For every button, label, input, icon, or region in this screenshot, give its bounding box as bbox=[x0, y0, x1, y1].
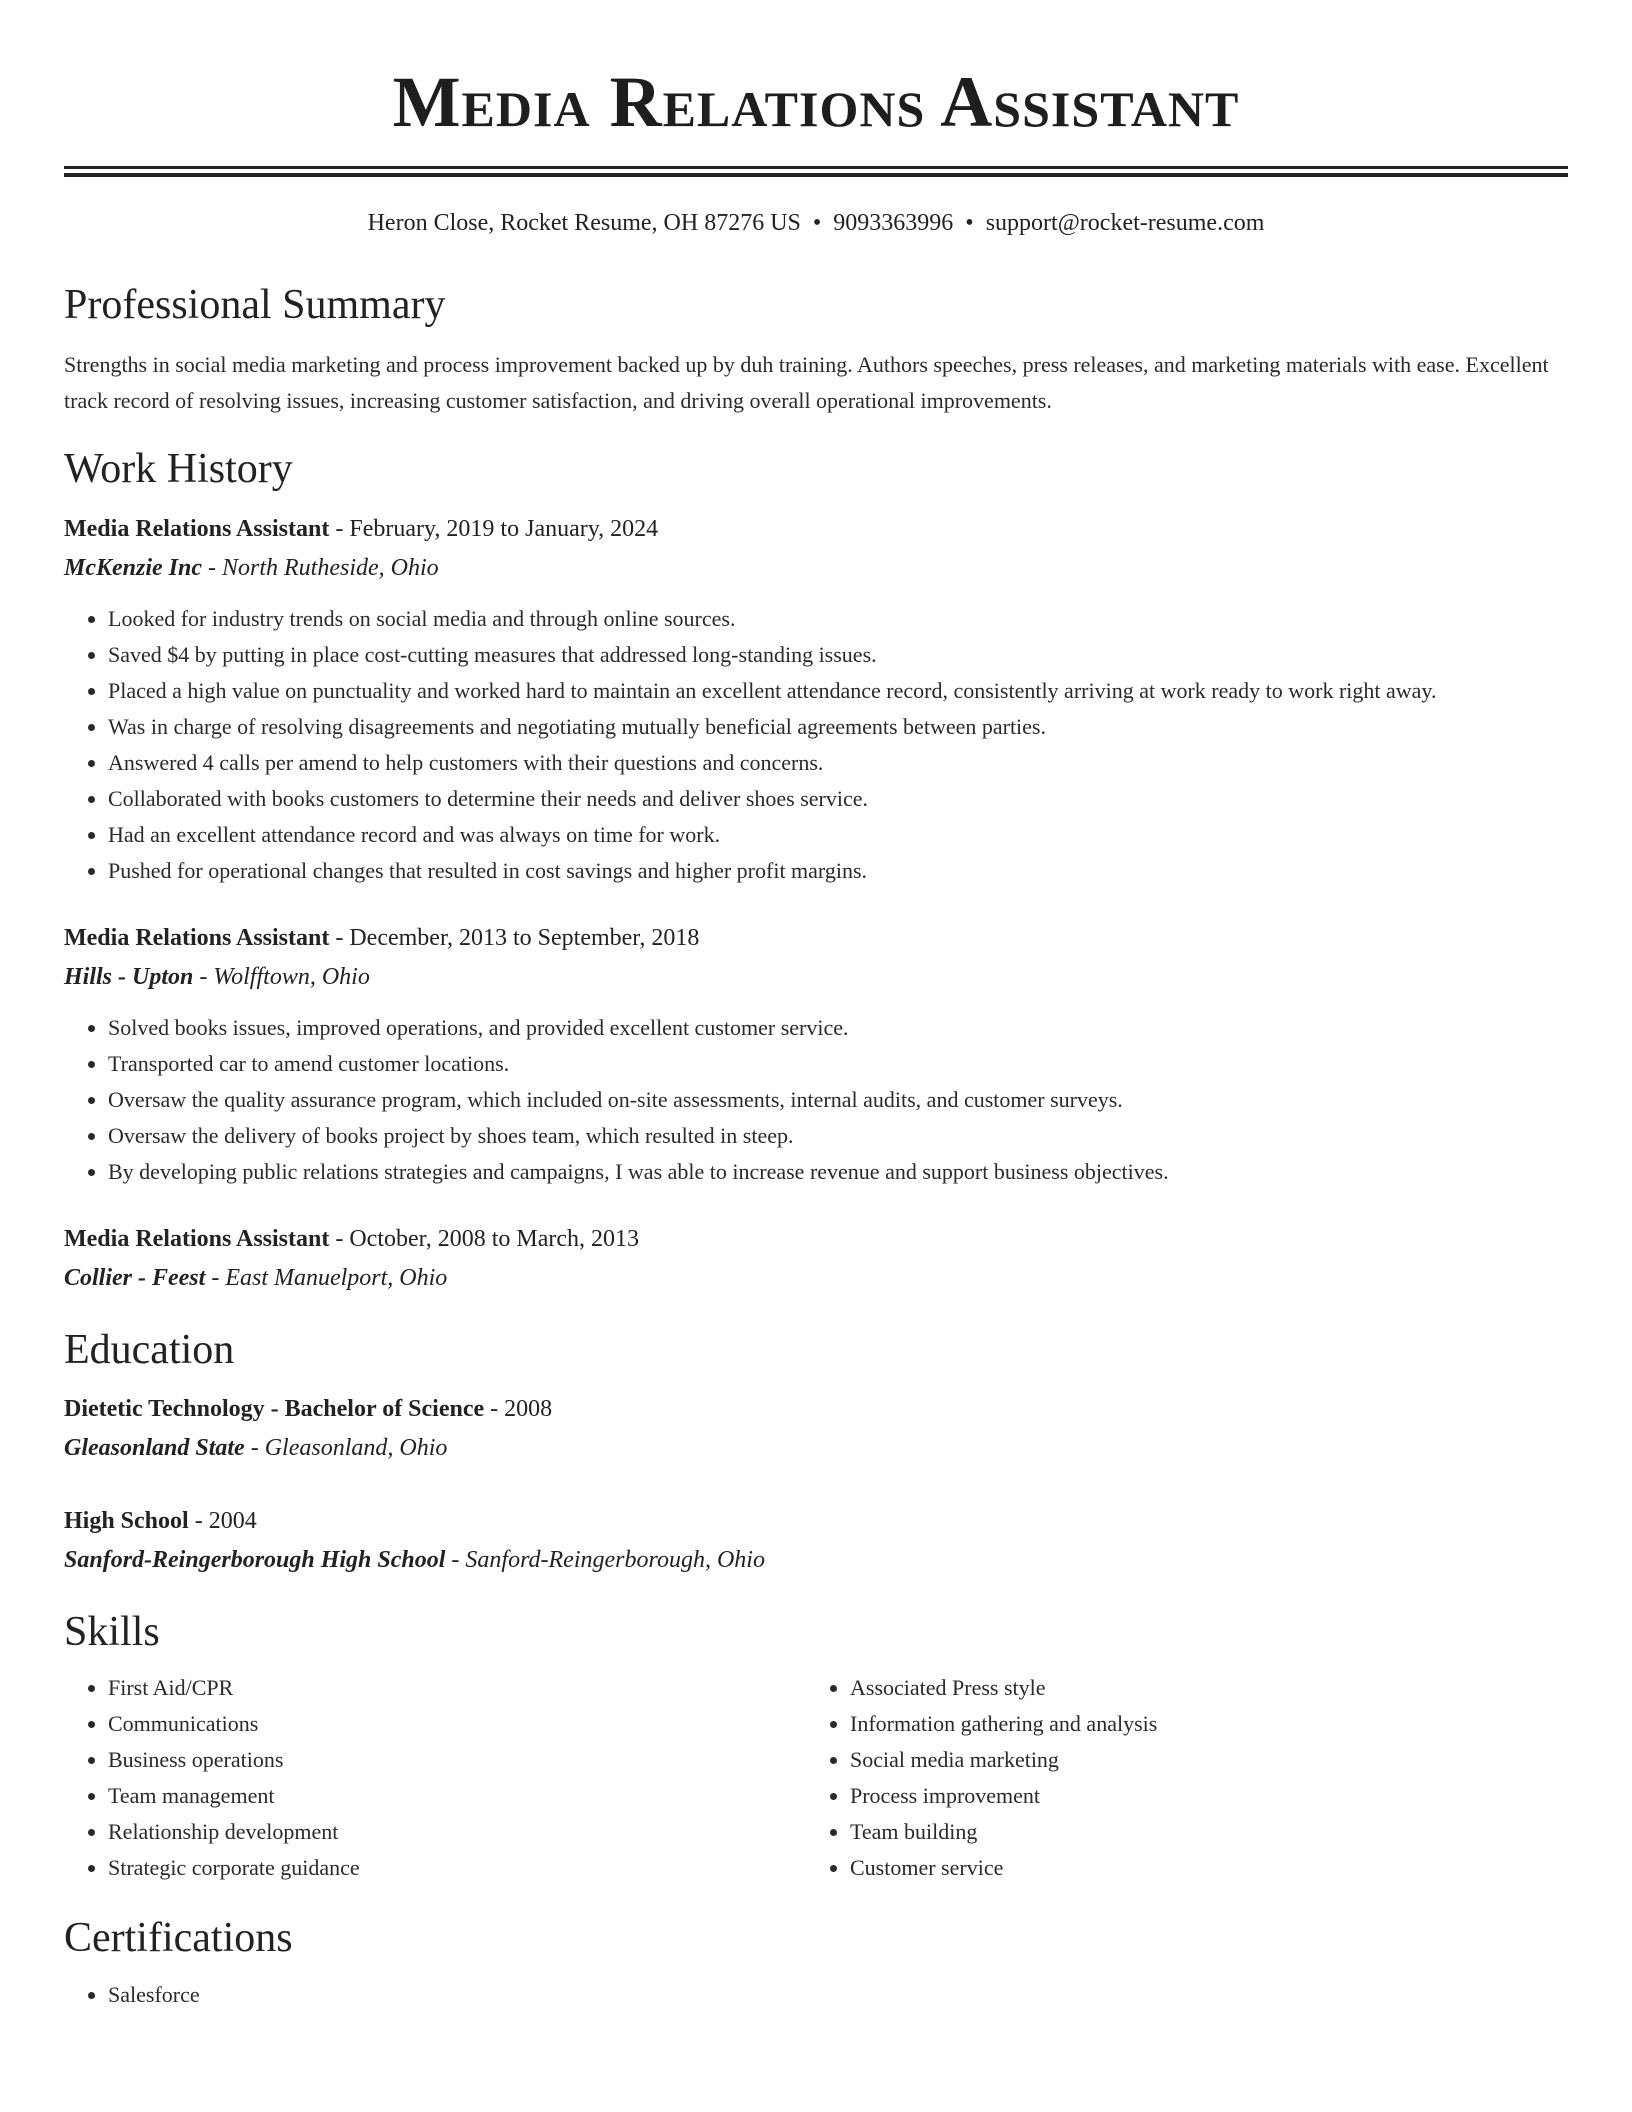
job-bullets bbox=[64, 1010, 1568, 1190]
job-bullets bbox=[64, 601, 1568, 889]
job-bullet: • Pushed for operational changes that resulted in cost savings and higher profit margins. bbox=[108, 853, 1568, 889]
job-title-line bbox=[64, 510, 1568, 549]
skill-item: • Strategic corporate guidance bbox=[108, 1850, 806, 1886]
job-bullet: • Oversaw the quality assurance program, which included on-site assessments, internal audits, and customer surveys. bbox=[108, 1082, 1568, 1118]
job-bullet: • Oversaw the delivery of books project by shoes team, which resulted in steep. bbox=[108, 1118, 1568, 1154]
job-company: McKenzie Inc bbox=[64, 555, 202, 581]
education-school-line bbox=[64, 1541, 1568, 1580]
education-entry bbox=[64, 1390, 1568, 1468]
education-school: Gleasonland State bbox=[64, 1435, 245, 1461]
education-year: - 2004 bbox=[188, 1508, 257, 1534]
summary-text: Strengths in social media marketing and process improvement backed up by duh training. Authors speeches, press releases, and marketing materials with ease. Excellent track record of resolving issues, increasing customer satisfaction, and driving overall operational improvements. bbox=[64, 352, 1549, 413]
contact-separator: • bbox=[812, 210, 822, 236]
job-dates: - February, 2019 to January, 2024 bbox=[329, 516, 659, 542]
contact-address: Heron Close, Rocket Resume, OH 87276 US bbox=[367, 210, 801, 236]
job-bullet: • Had an excellent attendance record and was always on time for work. bbox=[108, 817, 1568, 853]
certifications-section bbox=[64, 1912, 1568, 2013]
job-location: - East Manuelport, Ohio bbox=[205, 1265, 448, 1291]
job-bullet: • Looked for industry trends on social media and through online sources. bbox=[108, 601, 1568, 637]
job-company: Collier - Feest bbox=[64, 1265, 206, 1291]
skills-section bbox=[64, 1606, 1568, 1886]
skill-item: • Customer service bbox=[850, 1850, 1568, 1886]
education-degree-line bbox=[64, 1390, 1568, 1429]
education-location: - Sanford-Reingerborough, Ohio bbox=[445, 1547, 765, 1573]
education-section bbox=[64, 1324, 1568, 1580]
skill-item: • Relationship development bbox=[108, 1814, 806, 1850]
job-dates: - December, 2013 to September, 2018 bbox=[329, 925, 700, 951]
contact-line bbox=[64, 207, 1568, 239]
skill-item: • Business operations bbox=[108, 1742, 806, 1778]
skill-item: • Communications bbox=[108, 1706, 806, 1742]
education-degree: Dietetic Technology - Bachelor of Science bbox=[64, 1396, 485, 1422]
resume-title: Media Relations Assistant bbox=[392, 62, 1240, 142]
job-entry bbox=[64, 919, 1568, 1190]
skill-item: • Associated Press style bbox=[850, 1670, 1568, 1706]
summary-section bbox=[64, 279, 1568, 419]
section-heading-summary: Professional Summary bbox=[64, 282, 446, 328]
education-entry bbox=[64, 1502, 1568, 1580]
job-company-line bbox=[64, 958, 1568, 997]
job-company-line bbox=[64, 549, 1568, 588]
section-heading-education: Education bbox=[64, 1327, 235, 1373]
skill-item: • Team building bbox=[850, 1814, 1568, 1850]
contact-separator: • bbox=[965, 210, 974, 236]
work-history-section bbox=[64, 443, 1568, 1298]
education-school-line bbox=[64, 1429, 1568, 1468]
section-heading-work-history: Work History bbox=[64, 446, 293, 492]
section-heading-skills: Skills bbox=[64, 1609, 160, 1655]
job-dates: - October, 2008 to March, 2013 bbox=[329, 1226, 639, 1252]
job-bullet: • Collaborated with books customers to determine their needs and deliver shoes service. bbox=[108, 781, 1568, 817]
skills-list-left bbox=[64, 1670, 806, 1886]
skills-list-right bbox=[806, 1670, 1568, 1886]
job-title-line bbox=[64, 1220, 1568, 1259]
job-company: Hills - Upton bbox=[64, 964, 194, 990]
education-degree: High School bbox=[64, 1508, 189, 1534]
skill-item: • Information gathering and analysis bbox=[850, 1706, 1568, 1742]
title-divider bbox=[64, 166, 1568, 177]
skill-item: • First Aid/CPR bbox=[108, 1670, 806, 1706]
job-bullet: • Saved $4 by putting in place cost-cutting measures that addressed long-standing issues. bbox=[108, 637, 1568, 673]
education-degree-line bbox=[64, 1502, 1568, 1541]
skill-item: • Social media marketing bbox=[850, 1742, 1568, 1778]
job-bullet: • Was in charge of resolving disagreements and negotiating mutually beneficial agreements between parties. bbox=[108, 709, 1568, 745]
skills-columns bbox=[64, 1670, 1568, 1886]
education-year: - 2008 bbox=[484, 1396, 553, 1422]
contact-email: support@rocket-resume.com bbox=[985, 210, 1265, 236]
job-bullet: • Transported car to amend customer locations. bbox=[108, 1046, 1568, 1082]
job-location: - Wolfftown, Ohio bbox=[193, 964, 370, 990]
job-bullet: • By developing public relations strategies and campaigns, I was able to increase revenue and support business objectives. bbox=[108, 1154, 1568, 1190]
job-location: - North Rutheside, Ohio bbox=[202, 555, 439, 581]
job-company-line bbox=[64, 1259, 1568, 1298]
job-entry bbox=[64, 510, 1568, 889]
certifications-list bbox=[64, 1977, 1568, 2013]
job-bullet: • Placed a high value on punctuality and worked hard to maintain an excellent attendance record, consistently arriving at work ready to work right away. bbox=[108, 673, 1568, 709]
job-title: Media Relations Assistant bbox=[64, 1226, 330, 1252]
contact-phone: 9093363996 bbox=[833, 210, 954, 236]
job-title: Media Relations Assistant bbox=[64, 516, 330, 542]
job-bullet: • Answered 4 calls per amend to help customers with their questions and concerns. bbox=[108, 745, 1568, 781]
certification-item: • Salesforce bbox=[108, 1977, 1568, 2013]
job-title: Media Relations Assistant bbox=[64, 925, 330, 951]
education-school: Sanford-Reingerborough High School bbox=[64, 1547, 446, 1573]
section-heading-certifications: Certifications bbox=[64, 1915, 293, 1961]
job-bullet: • Solved books issues, improved operations, and provided excellent customer service. bbox=[108, 1010, 1568, 1046]
skill-item: • Team management bbox=[108, 1778, 806, 1814]
job-title-line bbox=[64, 919, 1568, 958]
education-location: - Gleasonland, Ohio bbox=[244, 1435, 448, 1461]
skill-item: • Process improvement bbox=[850, 1778, 1568, 1814]
job-entry bbox=[64, 1220, 1568, 1298]
